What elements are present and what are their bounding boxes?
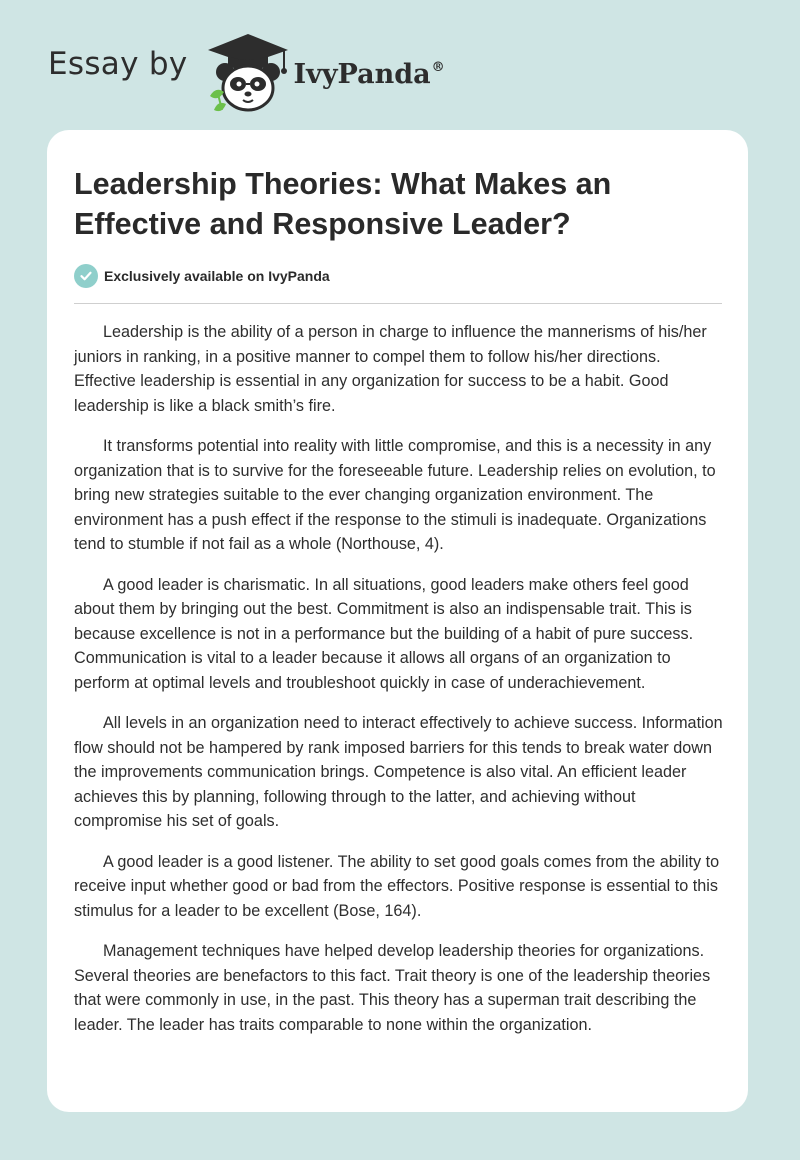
paragraph: Leadership is the ability of a person in charge to influence the mannerisms of his/her juniors in ranking, in a positive manner to compel them to follow his/her directions. Effective leadership is essential in any organization for success to be a habit. Good leadership is like a black smith’s fire. bbox=[74, 323, 707, 415]
check-icon bbox=[74, 264, 98, 288]
paragraph: Management techniques have helped develop leadership theories for organizations. Several theories are benefactors to this fact. Trait theory is one of the leadership theories that were commonly in use, in the past. This theory has a superman trait describing the leader. The leader has traits comparable to none within the organization. bbox=[74, 942, 711, 1034]
badge-label: Exclusively available on IvyPanda bbox=[104, 268, 330, 284]
panda-graduate-icon[interactable] bbox=[204, 30, 292, 114]
paragraph: A good leader is a good listener. The ability to set good goals comes from the ability to receive input whether good or bad from the effectors. Positive response is essential to this stimulus for a leader to be excellent (Bose, 164). bbox=[74, 852, 720, 920]
essay-body bbox=[74, 320, 724, 1053]
essay-by-label: Essay by bbox=[48, 46, 188, 82]
divider bbox=[74, 303, 722, 304]
trademark-symbol: ® bbox=[431, 59, 445, 75]
essay-card bbox=[47, 130, 748, 1112]
paragraph: It transforms potential into reality with little compromise, and this is a necessity in any organization that is to survive for the foreseeable future. Leadership relies on evolution, to bring new strategies suitable to the ever changing organization environment. The environment has a push effect if the response to the stimuli is inadequate. Organizations tend to stumble if not fail as a whole (Northouse, 4). bbox=[74, 437, 716, 553]
paragraph: A good leader is charismatic. In all situations, good leaders make others feel good about them by bringing out the best. Commitment is also an indispensable trait. This is because excellence is not in a performance but the building of a habit of pure success. Communication is vital to a leader because it allows all organs of an organization to perform at optimal levels and troubleshoot quickly in case of underachievement. bbox=[74, 575, 694, 692]
brand-name[interactable]: IvyPanda® bbox=[293, 58, 445, 90]
exclusive-badge bbox=[74, 264, 330, 288]
paragraph: All levels in an organization need to interact effectively to achieve success. Information flow should not be hampered by rank imposed barriers for this tends to break water down the improvements communication brings. Competence is also vital. An efficient leader achieves this by planning, following through to the latter, and achieving without compromise his set of goals. bbox=[74, 714, 723, 830]
essay-title: Leadership Theories: What Makes an Effective and Responsive Leader? bbox=[74, 167, 612, 241]
site-header bbox=[48, 30, 445, 114]
